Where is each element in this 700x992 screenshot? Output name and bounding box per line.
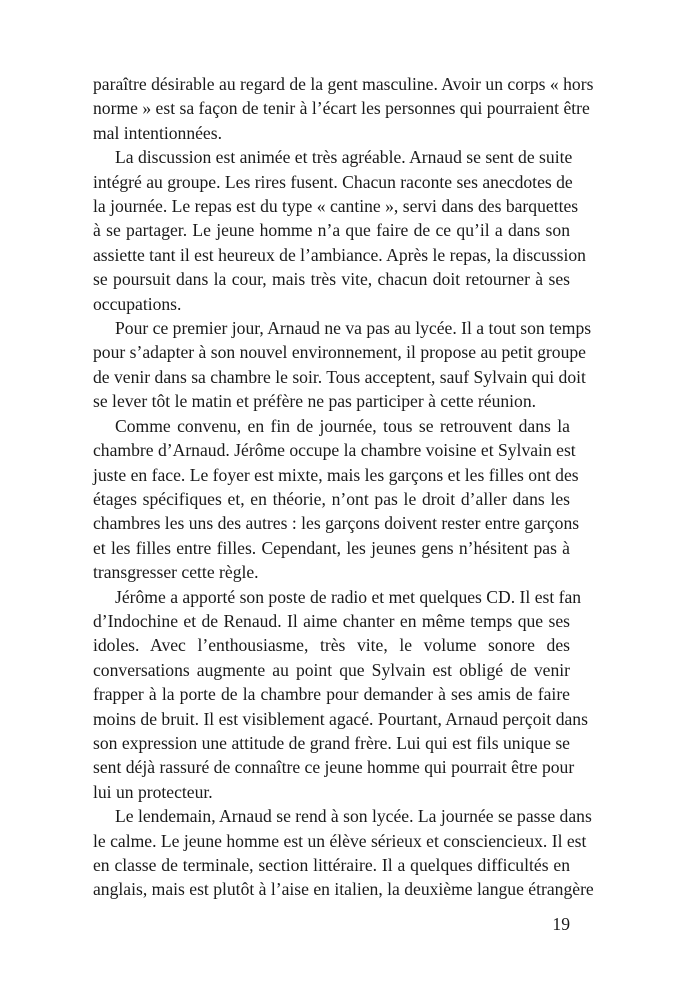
text-line: moins de bruit. Il est visiblement agacé. Pourtant, Arnaud perçoit dans <box>93 708 588 729</box>
paragraph <box>93 414 580 585</box>
text-line: et les filles entre filles. Cependant, les jeunes gens n’hésitent pas à <box>93 537 570 558</box>
text-line: son expression une attitude de grand frère. Lui qui est fils unique se <box>93 732 570 753</box>
text-line: La discussion est animée et très agréable. Arnaud se sent de suite <box>115 147 573 168</box>
text-line: paraître désirable au regard de la gent masculine. Avoir un corps « hors <box>93 74 594 94</box>
text-line: se poursuit dans la cour, mais très vite, chacun doit retourner à ses <box>93 269 570 290</box>
text-line: d’Indochine et de Renaud. Il aime chanter en même temps que ses <box>93 610 570 631</box>
text-line: conversations augmente au point que Sylvain est obligé de venir <box>93 659 570 680</box>
text-line: chambres les uns des autres : les garçons doivent rester entre garçons <box>93 513 580 534</box>
paragraph <box>93 72 594 145</box>
text-line: anglais, mais est plutôt à l’aise en italien, la deuxième langue étrangère <box>93 879 594 900</box>
text-line: juste en face. Le foyer est mixte, mais les garçons et les filles ont des <box>93 464 579 485</box>
paragraph <box>93 804 594 902</box>
text-line: idoles. Avec l’enthousiasme, très vite, le volume sonore des <box>93 635 570 656</box>
text-line: Pour ce premier jour, Arnaud ne va pas au lycée. Il a tout son temps <box>115 318 592 339</box>
text-line: Comme convenu, en fin de journée, tous se retrouvent dans la <box>115 415 570 436</box>
text-line: la journée. Le repas est du type « cantine », servi dans des barquettes <box>93 196 579 217</box>
page-body-text <box>93 72 594 902</box>
paragraph <box>93 145 586 316</box>
text-line: à se partager. Le jeune homme n’a que faire de ce qu’il a dans son <box>93 220 570 241</box>
text-line: intégré au groupe. Les rires fusent. Chacun raconte ses anecdotes de <box>93 171 573 192</box>
text-line: Jérôme a apporté son poste de radio et met quelques CD. Il est fan <box>115 586 582 607</box>
text-line: assiette tant il est heureux de l’ambiance. Après le repas, la discussion <box>93 244 586 265</box>
text-line: occupations. <box>93 293 182 314</box>
text-line: lui un protecteur. <box>93 781 213 802</box>
text-line: Le lendemain, Arnaud se rend à son lycée. La journée se passe dans <box>115 806 592 827</box>
text-line: le calme. Le jeune homme est un élève sérieux et consciencieux. Il est <box>93 830 587 851</box>
text-line: se lever tôt le matin et préfère ne pas participer à cette réunion. <box>93 391 537 412</box>
paragraph <box>93 585 588 805</box>
text-line: chambre d’Arnaud. Jérôme occupe la chambre voisine et Sylvain est <box>93 440 576 461</box>
paragraph <box>93 316 592 414</box>
text-line: en classe de terminale, section littéraire. Il a quelques difficultés en <box>93 855 570 875</box>
text-line: pour s’adapter à son nouvel environnement, il propose au petit groupe <box>93 342 586 363</box>
text-line: frapper à la porte de la chambre pour demander à ses amis de faire <box>93 684 570 705</box>
text-line: transgresser cette règle. <box>93 562 259 583</box>
text-line: de venir dans sa chambre le soir. Tous acceptent, sauf Sylvain qui doit <box>93 366 586 387</box>
text-line: mal intentionnées. <box>93 122 222 143</box>
text-line: sent déjà rassuré de connaître ce jeune homme qui pourrait être pour <box>93 757 575 778</box>
text-line: norme » est sa façon de tenir à l’écart les personnes qui pourraient être <box>93 98 590 119</box>
text-line: étages spécifiques et, en théorie, n’ont pas le droit d’aller dans les <box>93 488 570 509</box>
page-number: 19 <box>552 914 570 934</box>
